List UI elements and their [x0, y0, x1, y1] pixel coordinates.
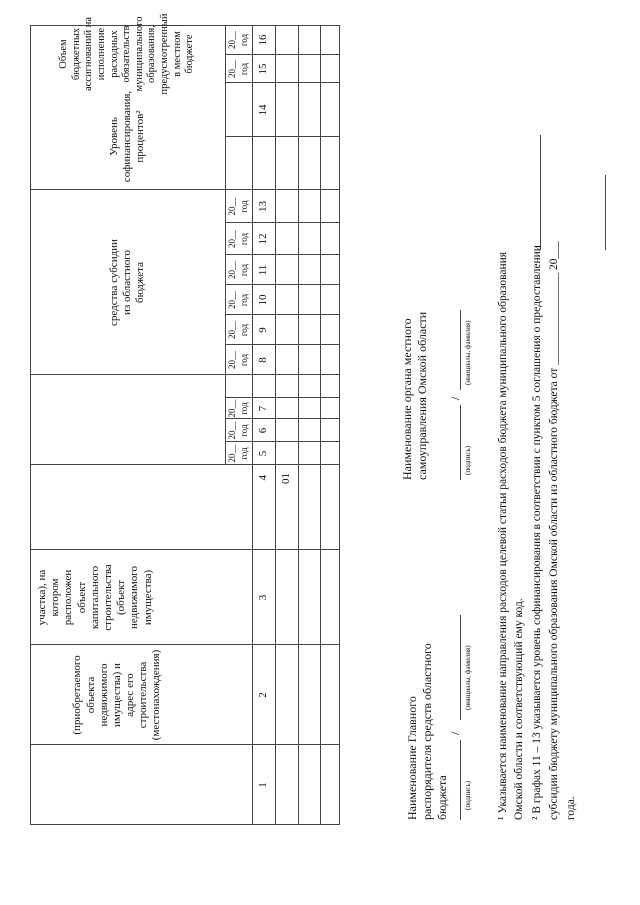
col-number-7: [252, 398, 275, 419]
col-number-11-text: 11: [256, 264, 269, 276]
col-number-15-text: 15: [256, 63, 269, 75]
year-bottom-8: год: [238, 353, 249, 367]
year-cell-12: [225, 223, 252, 255]
year-top-11: 20__: [227, 261, 238, 279]
footnote-2-line-1-text: ² В графах 11 – 13 указывается уровень софинансирования в соответствии с пунктом 5 соглашения о предоставлении: [531, 245, 543, 820]
year-cell-13: [225, 190, 252, 223]
col-number-14-text: 14: [256, 104, 269, 116]
signature-left-caption-name-text: (инициалы, фамилия): [464, 645, 472, 710]
header-land-plot: [30, 550, 225, 645]
signature-left-slash-text: /: [448, 731, 462, 735]
footnote-1-line-1: [496, 0, 511, 820]
col-number-8: [252, 345, 275, 375]
col-number-10-text: 10: [256, 294, 269, 306]
col-number-14: [252, 83, 275, 137]
year-cell-8: [225, 345, 252, 375]
col-number-6: [252, 419, 275, 442]
year-bottom-12: год: [238, 232, 249, 246]
header-budget-allocations: [30, 13, 225, 95]
year-top-12: 20__: [227, 230, 238, 248]
year-bottom-13: год: [238, 200, 249, 213]
year-top-14: 20__: [227, 60, 238, 78]
header-subsidy-text: средства субсидии из областного бюджета: [107, 239, 147, 326]
col-number-5-text: 5: [256, 450, 269, 457]
signature-left-title: [405, 620, 450, 820]
footnote-1-line-1-text: ¹ Указывается наименование направления расходов целевой статьи расходов бюджета муниципального образования: [497, 251, 509, 820]
col-number-9-text: 9: [256, 327, 269, 333]
year-bottom-15: год: [238, 33, 249, 47]
year-top-9: 20__: [227, 321, 238, 339]
footnote-2-line-2: [547, 0, 562, 820]
blank-line-2: [605, 175, 606, 250]
year-bottom-11: год: [238, 263, 249, 277]
header-budget-allocations-text: Объем бюджетных ассигнований на исполнение расходных обязательств муниципального образования, предусмотренный в местном бюджете: [58, 13, 196, 95]
signature-left-name-line: [460, 615, 461, 720]
col-number-2-text: 2: [256, 692, 269, 698]
year-cell-15: [225, 25, 252, 55]
header-cofinancing-level-text: Уровень софинансирования, процентов²: [107, 90, 147, 183]
col-number-5: [252, 442, 275, 465]
signature-left-caption-name: [464, 645, 472, 710]
col-number-12: [252, 223, 275, 255]
header-cofinancing-level: [30, 83, 225, 190]
col-number-4: [252, 465, 275, 550]
col-number-13: [252, 190, 275, 223]
year-cell-10: [225, 285, 252, 315]
col-number-2: [252, 645, 275, 745]
col-number-3: [252, 550, 275, 645]
year-bottom-6: год: [238, 424, 249, 437]
signature-left-slash: [448, 732, 463, 735]
signature-left-sign-line: [460, 740, 461, 820]
signature-left-caption-sign-text: (подпись): [464, 780, 472, 810]
signature-left-title-text: Наименование Главного распорядителя средств областного бюджета: [405, 643, 449, 820]
year-top-15: 20__: [227, 31, 238, 49]
year-top-6: 20__: [227, 421, 238, 440]
signature-right-name-line: [460, 310, 461, 390]
col-number-16-text: 16: [256, 34, 269, 46]
signature-right-caption-name: [464, 320, 472, 385]
footnote-2-line-1: [530, 0, 545, 820]
footnote-1-line-2-text: Омской области и соответствующий ему код.: [513, 598, 525, 820]
year-top-10: 20__: [227, 291, 238, 309]
year-top-13: 20__: [227, 197, 238, 216]
col-number-9: [252, 315, 275, 345]
col-number-4-text: 4: [256, 475, 269, 481]
signature-right-title-text: Наименование органа местного самоуправления Омской области: [400, 311, 429, 480]
year-bottom-9: год: [238, 323, 249, 337]
col-number-10: [252, 285, 275, 315]
header-object-name-text: (приобретаемого объекта недвижимого имущества) и адрес его строительства (местонахождения): [71, 649, 163, 741]
year-cell-6: [225, 419, 252, 442]
header-object-name: [30, 645, 225, 745]
year-bottom-14: год: [238, 62, 249, 76]
footnote-2-line-2-text: субсидии бюджету муниципального образования Омской области из областного бюджета от ________________ 20___: [548, 241, 560, 820]
col-number-1: [252, 745, 275, 825]
year-top-5: 20__: [227, 444, 238, 463]
col-number-12-text: 12: [256, 233, 269, 245]
signature-right-caption-name-text: (инициалы, фамилия): [464, 320, 472, 385]
row-code-cell: [275, 465, 298, 550]
row-code-text: 01: [279, 473, 292, 484]
year-top-7: 20__: [227, 399, 238, 418]
footnote-1-line-2: [512, 0, 527, 820]
col-number-6-text: 6: [256, 427, 269, 434]
year-cell-7: [225, 398, 252, 419]
signature-right-caption-sign: [464, 446, 472, 475]
col-number-15: [252, 55, 275, 83]
year-cell-5: [225, 442, 252, 465]
col-number-16: [252, 25, 275, 55]
signature-right-slash-text: /: [448, 396, 462, 400]
col-number-7-text: 7: [256, 405, 269, 412]
signature-right-caption-sign-text: (подпись): [464, 445, 472, 475]
year-cell-14: [225, 55, 252, 83]
signature-right-sign-line: [460, 405, 461, 480]
budget-table: [30, 13, 340, 825]
col-number-3-text: 3: [256, 594, 269, 601]
year-cell-11: [225, 255, 252, 285]
signature-right-title: [400, 305, 430, 480]
col-number-8-text: 8: [256, 357, 269, 363]
year-bottom-10: год: [238, 293, 249, 307]
footnote-2-line-3-text: года.: [565, 796, 577, 820]
signature-right-slash: [448, 397, 463, 400]
year-top-8: 20__: [227, 351, 238, 369]
col-number-11: [252, 255, 275, 285]
col-number-1-text: 1: [256, 782, 269, 788]
signature-left-caption-sign: [464, 781, 472, 810]
year-bottom-5: год: [238, 447, 249, 460]
year-cell-9: [225, 315, 252, 345]
year-bottom-7: год: [238, 402, 249, 415]
footnote-2-line-3: [564, 0, 579, 820]
header-land-plot-text: участка), на котором расположен объект капитального строительства (объект недвижимого имущества): [36, 564, 154, 631]
col-number-13-text: 13: [256, 201, 269, 212]
header-subsidy: [30, 190, 225, 375]
